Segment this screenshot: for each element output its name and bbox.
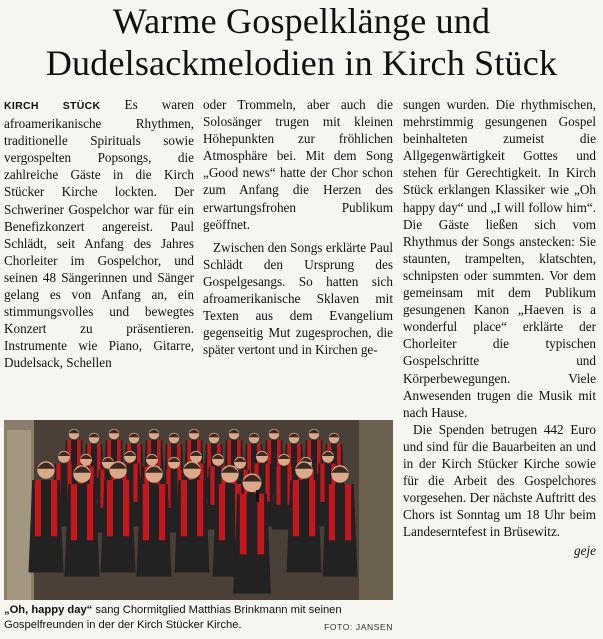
stole [210, 467, 214, 505]
robe [101, 480, 136, 573]
paragraph-text: Es waren afroamerikanische Rhythmen, traditionelle Spirituals sowie vergospelten Popsongs, die zahlreiche Gäste in die Kirch Stücker Kirche lockten. Der Schweriner Gospelchor war für ein Benefizkonzert angereist. Paul Schlädt, seit Anfang des Jahres Chorleiter im Gospelchor, und seinen 48 Sängerinnen und Sänger gelang es von Anfang an, ein stimmungsvolles und bewegtes Konzert zu präsentieren. Instrumente wie Piano, Gitarre, Dudelsack, Schellen [4, 97, 195, 371]
article-column-1 [4, 96, 194, 372]
stole [71, 484, 77, 540]
stole [293, 480, 299, 536]
caption-lead: „Oh, happy day“ [4, 604, 93, 616]
article-paragraph: Die Spenden betrugen 442 Euro und sind für die Bauarbeiten an und in der Kirch Stücker Kirche sowie für die Arbeit des Gospelchores vorgesehen. Der nächste Auftritt des Chors ist Sonntag um 18 Uhr beim Landeserntefest in Brüsewitz. [403, 421, 596, 540]
stole [107, 480, 113, 536]
photo-caption [4, 603, 393, 635]
headline [0, 0, 603, 84]
stole [197, 480, 203, 536]
stole [329, 484, 335, 540]
stole [276, 467, 280, 505]
stole [320, 464, 324, 502]
stole [345, 484, 351, 540]
robe [65, 484, 100, 577]
robe [175, 480, 210, 573]
stole [123, 480, 129, 536]
article-column-2 [203, 96, 393, 358]
stole [35, 480, 41, 536]
stole [159, 484, 165, 540]
author-initials: geje [574, 543, 596, 559]
microphone-icon [256, 490, 259, 502]
article-paragraph: Zwischen den Songs erklärte Paul Schlädt den Ursprung des Gospelgesangs. So hatten sich afroamerikanische Sklaven mit Texten aus dem Evangelium gegenseitig Mut zugesprochen, die später vertont und in Kirchen ge- [203, 239, 393, 358]
stole [240, 494, 247, 555]
article-paragraph: sungen wurden. Die rhythmischen, mehrstimmig gesungenen Gospel beinhalteten zumeist die Allgegenwärtigkeit Gottes und stehen für Gerechtigkeit. In Kirch Stück erklangen Klassiker wie „Oh happy day“ und „I will follow him“. Die Gäste ließen sich vom Rhythmus der Songs anstecken: Sie staunten, trampelten, klatschten, schnipsten oder summten. Vor dem gemeinsam mit dem Publikum gesungenen Kanon „Haeven is a wonderful place“ erklärte der Chorleiter die typischen Gospelschritte und Körperbewegungen. Viele Anwesenden trugen die Musik mit nach Hause. [403, 97, 596, 420]
robe [29, 480, 64, 573]
church-wall [359, 420, 393, 600]
stole [181, 480, 187, 536]
stole [219, 484, 225, 540]
article-column-3 [403, 96, 596, 560]
stole [87, 484, 93, 540]
article-paragraph [4, 96, 194, 372]
robe [137, 484, 172, 577]
choir-illustration [4, 420, 393, 600]
choir-photo [4, 420, 393, 600]
caption-text: sang Chormitglied Matthias Brinkmann mit seinen Gospelfreunden in der der Kirch Stücker Kirche. [4, 604, 342, 631]
dateline: KIRCH STÜCK [4, 100, 101, 112]
article-paragraph: oder Trommeln, aber auch die Solosänger trugen mit kleinen Höhepunkten zur fröhlichen Atmosphäre bei. Mit dem Song „Good news“ hatte der Chor schon zum Anfang die Herzen des erwartungsfrohen Publikum geöffnet. [203, 97, 393, 232]
stole [257, 494, 264, 555]
stole [133, 464, 137, 502]
stole [309, 480, 315, 536]
robe [323, 484, 358, 577]
headline-line-1: Warme Gospelklänge und [112, 1, 491, 41]
headline-line-2: Dudelsackmelodien in Kirch Stück [45, 43, 558, 83]
church-column-light [7, 430, 31, 600]
robe [287, 480, 322, 573]
stole [51, 480, 57, 536]
robe [233, 494, 271, 594]
stole [143, 484, 149, 540]
photo-credit: FOTO: JANSEN [324, 622, 393, 632]
